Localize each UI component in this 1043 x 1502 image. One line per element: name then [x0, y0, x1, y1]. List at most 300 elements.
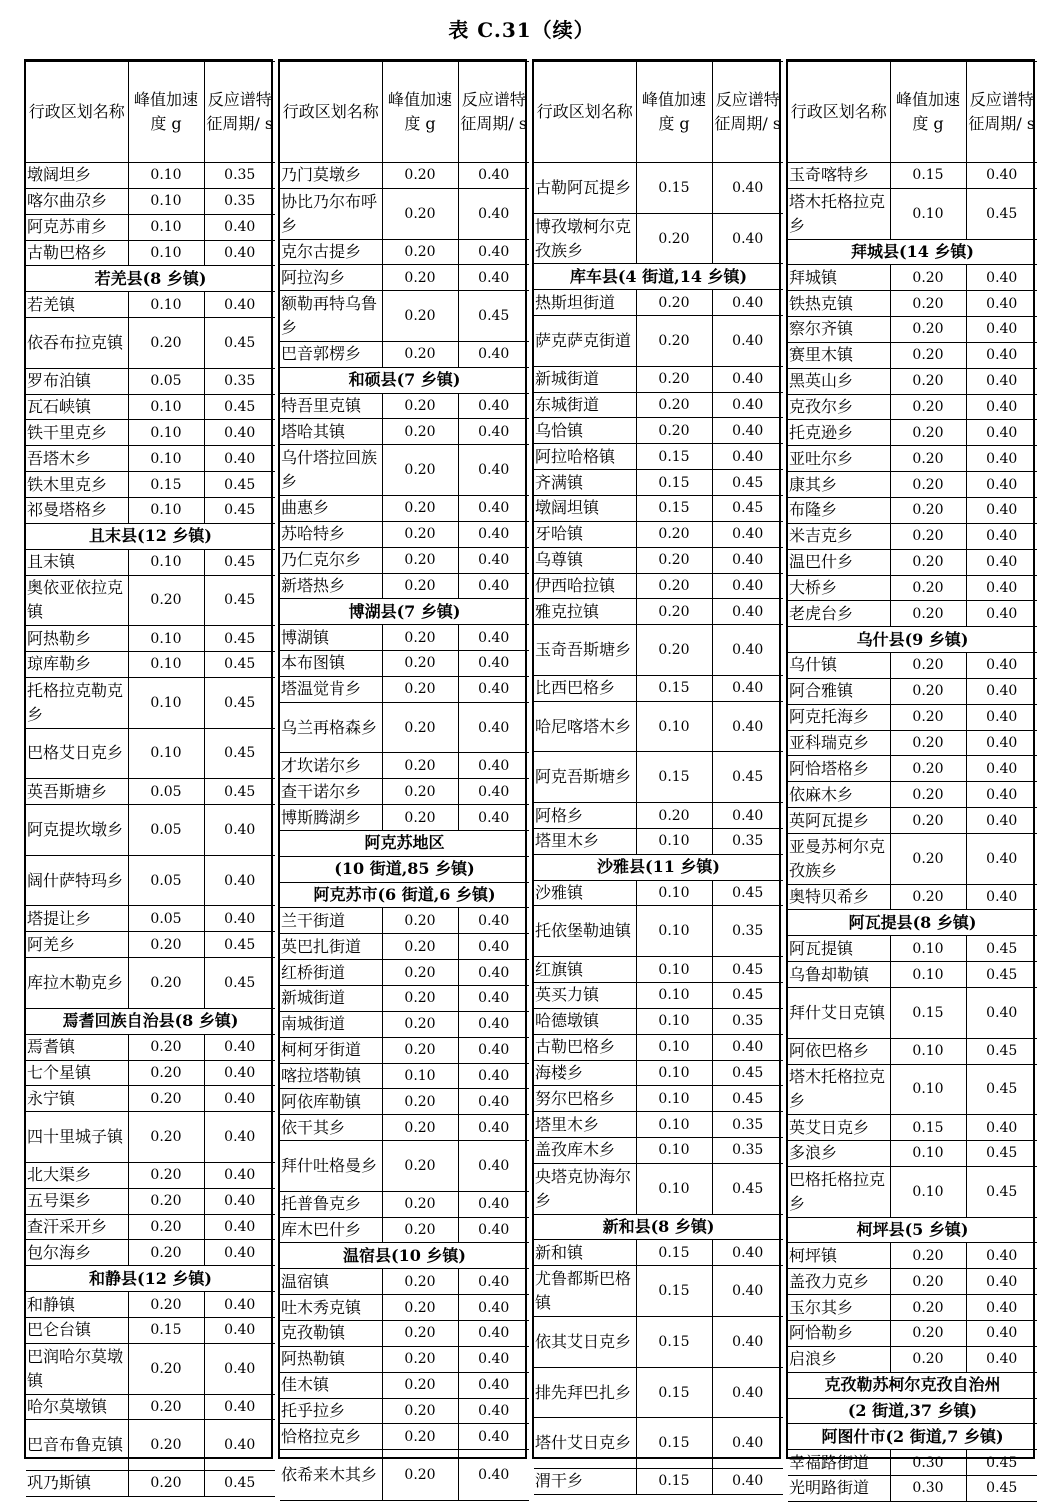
place-name: 柯柯牙街道: [280, 1037, 382, 1063]
region-header-row: [534, 1214, 783, 1240]
table-row: [788, 549, 1037, 575]
table-row: [280, 1295, 529, 1321]
region-header: 库车县(4 街道,14 乡镇): [534, 264, 783, 290]
characteristic-period-value: 0.35: [712, 1138, 783, 1164]
place-name: 塔木托格拉克乡: [788, 1064, 890, 1115]
peak-acceleration-value: 0.20: [890, 342, 966, 368]
characteristic-period-value: 0.40: [966, 265, 1037, 291]
peak-acceleration-value: 0.15: [636, 1266, 712, 1317]
table-row: [280, 986, 529, 1012]
table-row: [26, 549, 275, 575]
characteristic-period-value: 0.40: [966, 653, 1037, 679]
peak-acceleration-value: 0.20: [382, 1398, 458, 1424]
characteristic-period-value: 0.40: [712, 701, 783, 752]
place-name: 阿瓦提镇: [788, 936, 890, 962]
table-row: [26, 932, 275, 958]
table-row: [280, 651, 529, 677]
header-characteristic-period: 反应谱特征周期/ s: [712, 62, 783, 163]
table-row: [788, 1346, 1037, 1372]
table-row: [26, 240, 275, 266]
peak-acceleration-value: 0.20: [382, 960, 458, 986]
table-row: [280, 547, 529, 573]
region-header-row: [26, 1008, 275, 1034]
characteristic-period-value: 0.40: [204, 240, 275, 266]
place-name: 塔哈其镇: [280, 419, 382, 445]
place-name: 启浪乡: [788, 1346, 890, 1372]
table-row: [788, 653, 1037, 679]
table-row: [280, 573, 529, 599]
table-row: [26, 958, 275, 1009]
place-name: 依希来木其乡: [280, 1450, 382, 1501]
peak-acceleration-value: 0.15: [636, 1469, 712, 1495]
place-name: 巴格托格拉克乡: [788, 1166, 890, 1217]
characteristic-period-value: 0.40: [458, 1191, 529, 1217]
table-row: [26, 368, 275, 394]
characteristic-period-value: 0.45: [712, 983, 783, 1009]
table-row: [534, 828, 783, 854]
place-name: 巴格艾日克乡: [26, 728, 128, 779]
place-name: 拜什吐格曼乡: [280, 1141, 382, 1192]
peak-acceleration-value: 0.20: [890, 575, 966, 601]
table-row: [280, 805, 529, 831]
characteristic-period-value: 0.40: [458, 341, 529, 367]
region-header-row: [280, 882, 529, 908]
place-name: 乌恰镇: [534, 418, 636, 444]
region-header-row: [280, 367, 529, 393]
place-name: 阿格乡: [534, 803, 636, 829]
characteristic-period-value: 0.40: [966, 163, 1037, 189]
place-name: 依麻木乡: [788, 782, 890, 808]
peak-acceleration-value: 0.20: [890, 1320, 966, 1346]
table-row: [280, 1191, 529, 1217]
region-header: (2 街道,37 乡镇): [788, 1398, 1037, 1424]
peak-acceleration-value: 0.20: [890, 317, 966, 343]
table-row: [788, 730, 1037, 756]
table-row: [788, 884, 1037, 910]
characteristic-period-value: 0.45: [204, 497, 275, 523]
peak-acceleration-value: 0.20: [636, 290, 712, 316]
characteristic-period-value: 0.45: [204, 575, 275, 626]
region-header: 焉耆回族自治县(8 乡镇): [26, 1008, 275, 1034]
header-peak-acceleration: 峰值加速度 g: [382, 62, 458, 163]
characteristic-period-value: 0.35: [204, 188, 275, 214]
peak-acceleration-value: 0.20: [382, 291, 458, 342]
table-row: [788, 420, 1037, 446]
place-name: 本布图镇: [280, 651, 382, 677]
peak-acceleration-value: 0.20: [128, 1471, 204, 1497]
header-name: 行政区划名称: [788, 62, 890, 163]
place-name: 乌兰再格森乡: [280, 702, 382, 753]
peak-acceleration-value: 0.10: [636, 957, 712, 983]
place-name: 亚曼苏柯尔克孜族乡: [788, 833, 890, 884]
peak-acceleration-value: 0.20: [636, 521, 712, 547]
table-row: [26, 1394, 275, 1420]
peak-acceleration-value: 0.15: [636, 675, 712, 701]
characteristic-period-value: 0.45: [966, 1476, 1037, 1502]
table-row: [26, 728, 275, 779]
peak-acceleration-value: 0.05: [128, 906, 204, 932]
table-row: [788, 1115, 1037, 1141]
peak-acceleration-value: 0.10: [890, 188, 966, 239]
region-header: 且末县(12 乡镇): [26, 523, 275, 549]
table-row: [788, 472, 1037, 498]
peak-acceleration-value: 0.20: [382, 1269, 458, 1295]
peak-acceleration-value: 0.20: [382, 753, 458, 779]
peak-acceleration-value: 0.20: [636, 625, 712, 676]
place-name: 墩阔坦乡: [26, 163, 128, 189]
table-block-4: [786, 59, 1036, 1498]
table-row: [788, 446, 1037, 472]
characteristic-period-value: 0.40: [458, 547, 529, 573]
place-name: 托普鲁克乡: [280, 1191, 382, 1217]
peak-acceleration-value: 0.20: [382, 188, 458, 239]
place-name: 尤鲁都斯巴格镇: [534, 1266, 636, 1317]
place-name: 阿恰勒乡: [788, 1320, 890, 1346]
header-characteristic-period: 反应谱特征周期/ s: [204, 62, 275, 163]
place-name: 克尔古提乡: [280, 239, 382, 265]
peak-acceleration-value: 0.20: [382, 393, 458, 419]
peak-acceleration-value: 0.20: [382, 1295, 458, 1321]
place-name: 巴音郭楞乡: [280, 341, 382, 367]
region-header: 拜城县(14 乡镇): [788, 239, 1037, 265]
region-header: 阿图什市(2 街道,7 乡镇): [788, 1424, 1037, 1450]
characteristic-period-value: 0.35: [712, 906, 783, 957]
table-row: [788, 368, 1037, 394]
characteristic-period-value: 0.40: [712, 418, 783, 444]
place-name: 苏哈特乡: [280, 521, 382, 547]
place-name: 大桥乡: [788, 575, 890, 601]
characteristic-period-value: 0.40: [204, 906, 275, 932]
peak-acceleration-value: 0.20: [382, 908, 458, 934]
table-row: [280, 908, 529, 934]
table-row: [26, 1240, 275, 1266]
place-name: 察尔齐镇: [788, 317, 890, 343]
peak-acceleration-value: 0.10: [636, 906, 712, 957]
table-row: [280, 239, 529, 265]
characteristic-period-value: 0.40: [966, 1243, 1037, 1269]
peak-acceleration-value: 0.10: [128, 240, 204, 266]
characteristic-period-value: 0.40: [966, 756, 1037, 782]
characteristic-period-value: 0.40: [458, 1398, 529, 1424]
peak-acceleration-value: 0.10: [636, 701, 712, 752]
place-name: 米吉克乡: [788, 523, 890, 549]
place-name: 奥依亚依拉克镇: [26, 575, 128, 626]
table-row: [26, 1188, 275, 1214]
place-name: 新城街道: [280, 986, 382, 1012]
table-row: [26, 1214, 275, 1240]
table-row: [534, 1060, 783, 1086]
characteristic-period-value: 0.40: [458, 753, 529, 779]
table-row: [26, 1420, 275, 1471]
table-row: [280, 625, 529, 651]
characteristic-period-value: 0.40: [966, 1346, 1037, 1372]
table-row: [534, 547, 783, 573]
characteristic-period-value: 0.40: [458, 1450, 529, 1501]
peak-acceleration-value: 0.20: [382, 1115, 458, 1141]
place-name: 新城街道: [534, 366, 636, 392]
table-row: [534, 418, 783, 444]
place-name: 英阿瓦提乡: [788, 808, 890, 834]
characteristic-period-value: 0.40: [966, 1295, 1037, 1321]
peak-acceleration-value: 0.20: [636, 599, 712, 625]
characteristic-period-value: 0.40: [204, 1394, 275, 1420]
characteristic-period-value: 0.35: [712, 1008, 783, 1034]
table-row: [534, 1112, 783, 1138]
peak-acceleration-value: 0.20: [128, 1343, 204, 1394]
table-row: [534, 1469, 783, 1495]
characteristic-period-value: 0.40: [966, 1115, 1037, 1141]
peak-acceleration-value: 0.10: [636, 1163, 712, 1214]
place-name: 克孜尔乡: [788, 394, 890, 420]
table-row: [788, 1476, 1037, 1502]
header-characteristic-period: 反应谱特征周期/ s: [966, 62, 1037, 163]
table-row: [26, 446, 275, 472]
table-row: [26, 497, 275, 523]
header-peak-acceleration: 峰值加速度 g: [890, 62, 966, 163]
table-row: [788, 936, 1037, 962]
characteristic-period-value: 0.40: [204, 1240, 275, 1266]
characteristic-period-value: 0.40: [458, 265, 529, 291]
characteristic-period-value: 0.40: [204, 805, 275, 856]
peak-acceleration-value: 0.20: [890, 704, 966, 730]
characteristic-period-value: 0.40: [712, 803, 783, 829]
table-row: [788, 678, 1037, 704]
peak-acceleration-value: 0.20: [382, 1450, 458, 1501]
region-header-row: [788, 1424, 1037, 1450]
table-row: [534, 470, 783, 496]
place-name: 托依堡勒迪镇: [534, 906, 636, 957]
place-name: 阔什萨特玛乡: [26, 855, 128, 906]
place-name: 阿克苏甫乡: [26, 214, 128, 240]
table-block-3: [532, 59, 782, 1491]
peak-acceleration-value: 0.20: [890, 884, 966, 910]
peak-acceleration-value: 0.20: [890, 291, 966, 317]
table-row: [280, 1063, 529, 1089]
region-header-row: [788, 1372, 1037, 1398]
table-row: [280, 1372, 529, 1398]
characteristic-period-value: 0.45: [204, 549, 275, 575]
table-row: [534, 599, 783, 625]
peak-acceleration-value: 0.20: [890, 368, 966, 394]
place-name: 托格拉克勒克乡: [26, 677, 128, 728]
characteristic-period-value: 0.40: [204, 1034, 275, 1060]
place-name: 塔温觉肯乡: [280, 676, 382, 702]
characteristic-period-value: 0.40: [966, 497, 1037, 523]
table-row: [788, 962, 1037, 988]
place-name: 盖孜力克乡: [788, 1269, 890, 1295]
place-name: 库拉木勒克乡: [26, 958, 128, 1009]
place-name: 比西巴格乡: [534, 675, 636, 701]
table-row: [788, 808, 1037, 834]
characteristic-period-value: 0.40: [712, 316, 783, 367]
table-row: [280, 495, 529, 521]
peak-acceleration-value: 0.20: [636, 547, 712, 573]
place-name: 塔提让乡: [26, 906, 128, 932]
table-row: [280, 188, 529, 239]
characteristic-period-value: 0.40: [458, 1037, 529, 1063]
characteristic-period-value: 0.45: [966, 1450, 1037, 1476]
characteristic-period-value: 0.40: [712, 1266, 783, 1317]
peak-acceleration-value: 0.10: [128, 214, 204, 240]
table-row: [534, 1367, 783, 1418]
characteristic-period-value: 0.40: [204, 420, 275, 446]
table-row: [534, 675, 783, 701]
peak-acceleration-value: 0.20: [128, 318, 204, 369]
characteristic-period-value: 0.40: [458, 163, 529, 189]
table-row: [788, 163, 1037, 189]
place-name: 柯坪镇: [788, 1243, 890, 1269]
place-name: 奥特贝希乡: [788, 884, 890, 910]
peak-acceleration-value: 0.15: [128, 472, 204, 498]
peak-acceleration-value: 0.20: [382, 341, 458, 367]
place-name: 北大渠乡: [26, 1162, 128, 1188]
table-row: [788, 1243, 1037, 1269]
characteristic-period-value: 0.45: [712, 752, 783, 803]
table-row: [26, 1317, 275, 1343]
table-row: [26, 1471, 275, 1497]
peak-acceleration-value: 0.15: [636, 470, 712, 496]
place-name: 玉奇吾斯塘乡: [534, 625, 636, 676]
peak-acceleration-value: 0.10: [128, 292, 204, 318]
place-name: 乃门莫墩乡: [280, 163, 382, 189]
peak-acceleration-value: 0.20: [382, 1320, 458, 1346]
table-row: [788, 1320, 1037, 1346]
region-header: 博湖县(7 乡镇): [280, 599, 529, 625]
place-name: 亚科瑞克乡: [788, 730, 890, 756]
place-name: 阿热勒乡: [26, 626, 128, 652]
table-row: [280, 1398, 529, 1424]
peak-acceleration-value: 0.20: [382, 1089, 458, 1115]
characteristic-period-value: 0.40: [458, 908, 529, 934]
place-name: 阿羌乡: [26, 932, 128, 958]
place-name: 牙哈镇: [534, 521, 636, 547]
place-name: 排先拜巴扎乡: [534, 1367, 636, 1418]
characteristic-period-value: 0.40: [204, 1086, 275, 1112]
characteristic-period-value: 0.40: [966, 420, 1037, 446]
table-row: [26, 677, 275, 728]
characteristic-period-value: 0.40: [966, 368, 1037, 394]
peak-acceleration-value: 0.10: [128, 549, 204, 575]
peak-acceleration-value: 0.20: [890, 472, 966, 498]
peak-acceleration-value: 0.20: [890, 1243, 966, 1269]
region-header-row: [788, 910, 1037, 936]
place-name: 阿拉哈格镇: [534, 444, 636, 470]
peak-acceleration-value: 0.20: [382, 1217, 458, 1243]
peak-acceleration-value: 0.15: [890, 988, 966, 1039]
place-name: 多浪乡: [788, 1141, 890, 1167]
peak-acceleration-value: 0.15: [636, 1240, 712, 1266]
table-row: [788, 782, 1037, 808]
table-row: [26, 1343, 275, 1394]
place-name: 托克逊乡: [788, 420, 890, 446]
table-row: [280, 1320, 529, 1346]
characteristic-period-value: 0.40: [458, 445, 529, 496]
peak-acceleration-value: 0.20: [382, 934, 458, 960]
region-header-row: [26, 523, 275, 549]
table-row: [26, 855, 275, 906]
place-name: 阿合雅镇: [788, 678, 890, 704]
characteristic-period-value: 0.40: [966, 833, 1037, 884]
table-row: [26, 188, 275, 214]
place-name: 和静镇: [26, 1292, 128, 1318]
place-name: 塔什艾日克乡: [534, 1418, 636, 1469]
place-name: 阿依巴格乡: [788, 1038, 890, 1064]
table-row: [280, 163, 529, 189]
peak-acceleration-value: 0.10: [636, 1008, 712, 1034]
region-header: 沙雅县(11 乡镇): [534, 854, 783, 880]
table-row: [280, 1115, 529, 1141]
place-name: 黑英山乡: [788, 368, 890, 394]
table-row: [26, 1060, 275, 1086]
peak-acceleration-value: 0.20: [382, 1191, 458, 1217]
table-row: [280, 521, 529, 547]
characteristic-period-value: 0.40: [458, 521, 529, 547]
characteristic-period-value: 0.40: [712, 1367, 783, 1418]
characteristic-period-value: 0.40: [204, 855, 275, 906]
peak-acceleration-value: 0.20: [382, 1346, 458, 1372]
region-header: (10 街道,85 乡镇): [280, 856, 529, 882]
region-header: 阿克苏地区: [280, 830, 529, 856]
place-name: 玉尔其乡: [788, 1295, 890, 1321]
table-row: [788, 756, 1037, 782]
table-row: [788, 1064, 1037, 1115]
peak-acceleration-value: 0.15: [636, 444, 712, 470]
table-row: [534, 701, 783, 752]
place-name: 吐木秀克镇: [280, 1295, 382, 1321]
region-header: 新和县(8 乡镇): [534, 1214, 783, 1240]
peak-acceleration-value: 0.20: [890, 265, 966, 291]
table-title: 表 C.31（续）: [448, 18, 595, 42]
place-name: 塔里木乡: [534, 828, 636, 854]
place-name: 五号渠乡: [26, 1188, 128, 1214]
place-name: 东城街道: [534, 392, 636, 418]
characteristic-period-value: 0.40: [712, 599, 783, 625]
table-row: [534, 1086, 783, 1112]
table-row: [26, 1086, 275, 1112]
place-name: 依吞布拉克镇: [26, 318, 128, 369]
characteristic-period-value: 0.45: [204, 472, 275, 498]
place-name: 哈尼喀塔木乡: [534, 701, 636, 752]
characteristic-period-value: 0.40: [712, 1316, 783, 1367]
characteristic-period-value: 0.40: [458, 1063, 529, 1089]
place-name: 若羌镇: [26, 292, 128, 318]
peak-acceleration-value: 0.10: [636, 1060, 712, 1086]
peak-acceleration-value: 0.05: [128, 855, 204, 906]
place-name: 依其艾日克乡: [534, 1316, 636, 1367]
table-row: [788, 291, 1037, 317]
characteristic-period-value: 0.45: [458, 291, 529, 342]
characteristic-period-value: 0.40: [966, 782, 1037, 808]
characteristic-period-value: 0.45: [204, 677, 275, 728]
characteristic-period-value: 0.45: [712, 957, 783, 983]
characteristic-period-value: 0.40: [966, 1320, 1037, 1346]
peak-acceleration-value: 0.20: [382, 779, 458, 805]
peak-acceleration-value: 0.05: [128, 779, 204, 805]
table-row: [26, 1292, 275, 1318]
table-row: [534, 521, 783, 547]
table-row: [534, 163, 783, 214]
table-row: [280, 1217, 529, 1243]
characteristic-period-value: 0.45: [966, 962, 1037, 988]
peak-acceleration-value: 0.15: [636, 1316, 712, 1367]
characteristic-period-value: 0.40: [204, 1162, 275, 1188]
region-header-row: [280, 599, 529, 625]
place-name: 光明路街道: [788, 1476, 890, 1502]
place-name: 南城街道: [280, 1011, 382, 1037]
characteristic-period-value: 0.40: [712, 1418, 783, 1469]
peak-acceleration-value: 0.20: [890, 833, 966, 884]
peak-acceleration-value: 0.20: [636, 573, 712, 599]
